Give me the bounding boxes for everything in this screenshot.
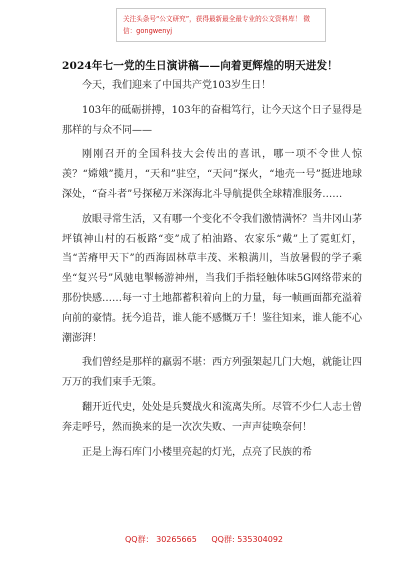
paragraph: 放眼寻常生活，又有哪一个变化不令我们激情满怀？当井冈山茅坪镇神山村的石板路“变”成了柏油路、农家乐“戴”上了霓虹灯，当“苦瘠甲天下”的西海固林草丰茂、米粮满川，当放暑假的学子乘坐“复兴号”风驰电掣畅游神州，当我们手指轻触体味5G网络带来的那份快感……每一寸土地都蓄积着向上的力量，每一帧画面都充溢着向前的豪情。抚今追昔，谁人能不感慨万千！鉴往知来，谁人能不心潮澎湃！ (62, 213, 362, 344)
paragraph: 翻开近代史，处处是兵燹战火和流离失所。尽管不少仁人志士曾奔走呼号，然而换来的是一次次失败、一声声徒唤奈何！ (62, 401, 362, 433)
footer-qq-group-2: QQ群: 535304092 (211, 535, 284, 544)
paragraph: 我们曾经是那样的羸弱不堪：西方列强架起几门大炮，就能让四万万的我们束手无策。 (62, 357, 362, 389)
paragraph: 正是上海石库门小楼里亮起的灯光，点亮了民族的希 (82, 446, 312, 458)
promo-banner (116, 8, 326, 42)
page-footer (0, 534, 408, 545)
document-title: 2024年七一党的生日演讲稿——向着更辉煌的明天进发！ (62, 60, 338, 72)
paragraph: 刚刚召开的全国科技大会传出的喜讯，哪一项不令世人惊羡？“嫦娥”揽月，“天和”驻空，“天问”探火，“地壳一号”挺进地球深处，“奋斗者”号探秘万米深海北斗导航提供全球精准服务…… (62, 149, 362, 200)
promo-banner-text: 关注头条号“公文研究”，获得最新最全最专业的公文资料库！ 微信：gongwenyj (123, 15, 310, 35)
footer-qq-group-1: QQ群： 30265665 (124, 535, 197, 544)
paragraph: 今天，我们迎来了中国共产党103岁生日！ (82, 80, 272, 91)
paragraph: 103年的砥砺拼搏，103年的奋楫笃行，让今天这个日子显得是那样的与众不同—— (62, 104, 362, 136)
document-body (62, 76, 362, 467)
